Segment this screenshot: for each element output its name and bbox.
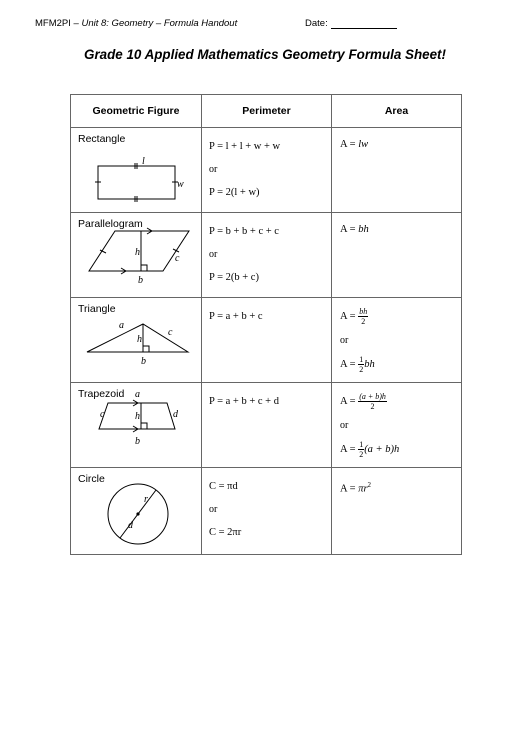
- figure-cell: [71, 468, 202, 555]
- course-code: MFM2PI: [35, 18, 71, 29]
- fraction-numerator: 1: [359, 440, 364, 450]
- perimeter-formula-alt: P = 2(l + w): [209, 187, 260, 198]
- circle-diagram: [71, 468, 202, 554]
- area-cell: [332, 128, 462, 213]
- date-label: Date:: [305, 18, 328, 29]
- perimeter-cell: [202, 298, 332, 383]
- area-cell: [332, 468, 462, 555]
- area-cell: [332, 298, 462, 383]
- label-a: a: [119, 320, 124, 331]
- fraction-denominator: 2: [359, 450, 364, 460]
- area-cell: [332, 213, 462, 298]
- circumference-formula: C = πd: [209, 481, 238, 492]
- or-text: or: [209, 249, 218, 260]
- area-prefix: A =: [340, 224, 359, 235]
- header-figure: Geometric Figure: [71, 95, 202, 128]
- area-expression: bh: [358, 224, 369, 235]
- figure-name: Rectangle: [78, 133, 126, 145]
- page-title: Grade 10 Applied Mathematics Geometry Formula Sheet!: [84, 47, 446, 62]
- label-l: l: [142, 156, 145, 167]
- table-row: [71, 383, 462, 468]
- or-text: or: [340, 420, 349, 431]
- fraction-numerator: (a + b)h: [359, 392, 386, 402]
- parallelogram-diagram: [71, 213, 202, 297]
- figure-name: Trapezoid: [78, 388, 125, 400]
- area-fraction: [358, 392, 387, 411]
- area-expression: πr: [358, 483, 368, 495]
- area-cell: [332, 383, 462, 468]
- handout-subtitle: – Unit 8: Geometry – Formula Handout: [70, 18, 238, 29]
- perimeter-formula-alt: P = 2(b + c): [209, 272, 259, 283]
- perimeter-formula: P = a + b + c: [209, 311, 263, 322]
- label-h: h: [135, 411, 140, 422]
- label-a: a: [135, 389, 140, 400]
- header-area: Area: [332, 95, 462, 128]
- figure-cell: [71, 128, 202, 213]
- circumference-formula-alt: C = 2πr: [209, 527, 242, 538]
- label-h: h: [135, 247, 140, 258]
- perimeter-cell: [202, 468, 332, 555]
- perimeter-formula: P = b + b + c + c: [209, 226, 279, 237]
- area-formula: [340, 392, 461, 416]
- figure-cell: [71, 383, 202, 468]
- fraction-numerator: 1: [359, 355, 364, 365]
- table-header-row: [71, 95, 462, 128]
- area-prefix: A =: [340, 359, 359, 370]
- perimeter-cell: [202, 383, 332, 468]
- label-d: d: [128, 520, 133, 531]
- table-row: [71, 213, 462, 298]
- or-text: or: [209, 164, 218, 175]
- figure-name: Circle: [78, 473, 105, 485]
- area-prefix: A =: [340, 139, 359, 150]
- label-b: b: [138, 275, 143, 286]
- area-fraction: [358, 307, 368, 326]
- table-row: [71, 128, 462, 213]
- handout-header: [35, 18, 237, 29]
- area-exponent: 2: [367, 481, 372, 489]
- area-expression: (a + b)h: [364, 444, 400, 455]
- figure-name: Triangle: [78, 303, 116, 315]
- area-prefix: A =: [340, 483, 359, 495]
- area-formula-alt: [340, 355, 461, 379]
- area-formula: [340, 220, 461, 244]
- table-row: [71, 298, 462, 383]
- fraction-denominator: 2: [361, 317, 366, 327]
- header-perimeter: Perimeter: [202, 95, 332, 128]
- label-c: c: [168, 327, 173, 338]
- date-blank-line: [331, 19, 397, 29]
- label-c: c: [100, 409, 105, 420]
- label-w: w: [177, 179, 184, 190]
- trapezoid-diagram: [71, 383, 202, 467]
- area-prefix: A =: [340, 396, 359, 407]
- or-text: or: [209, 504, 218, 515]
- perimeter-formula: P = a + b + c + d: [209, 396, 279, 407]
- area-expression: lw: [358, 139, 369, 150]
- area-formula-alt: [340, 440, 461, 464]
- area-prefix: A =: [340, 444, 359, 455]
- area-prefix: A =: [340, 311, 359, 322]
- table-row: [71, 468, 462, 555]
- area-formula: [340, 135, 461, 159]
- area-formula: [340, 307, 461, 331]
- fraction-denominator: 2: [359, 365, 364, 375]
- label-c: c: [175, 253, 180, 264]
- triangle-diagram: [71, 298, 202, 382]
- figure-cell: [71, 213, 202, 298]
- formula-table: [70, 94, 462, 555]
- date-field: [305, 18, 397, 29]
- area-expression: bh: [364, 359, 375, 370]
- label-b: b: [135, 436, 140, 447]
- fraction-numerator: bh: [359, 307, 368, 317]
- rectangle-diagram: [71, 128, 202, 212]
- figure-name: Parallelogram: [78, 218, 143, 230]
- figure-cell: [71, 298, 202, 383]
- perimeter-cell: [202, 128, 332, 213]
- perimeter-cell: [202, 213, 332, 298]
- fraction-denominator: 2: [370, 402, 375, 412]
- perimeter-formula: P = l + l + w + w: [209, 141, 281, 152]
- label-d: d: [173, 409, 178, 420]
- area-formula: [340, 475, 461, 499]
- label-b: b: [141, 356, 146, 367]
- label-h: h: [137, 334, 142, 345]
- or-text: or: [340, 335, 349, 346]
- label-r: r: [144, 494, 148, 505]
